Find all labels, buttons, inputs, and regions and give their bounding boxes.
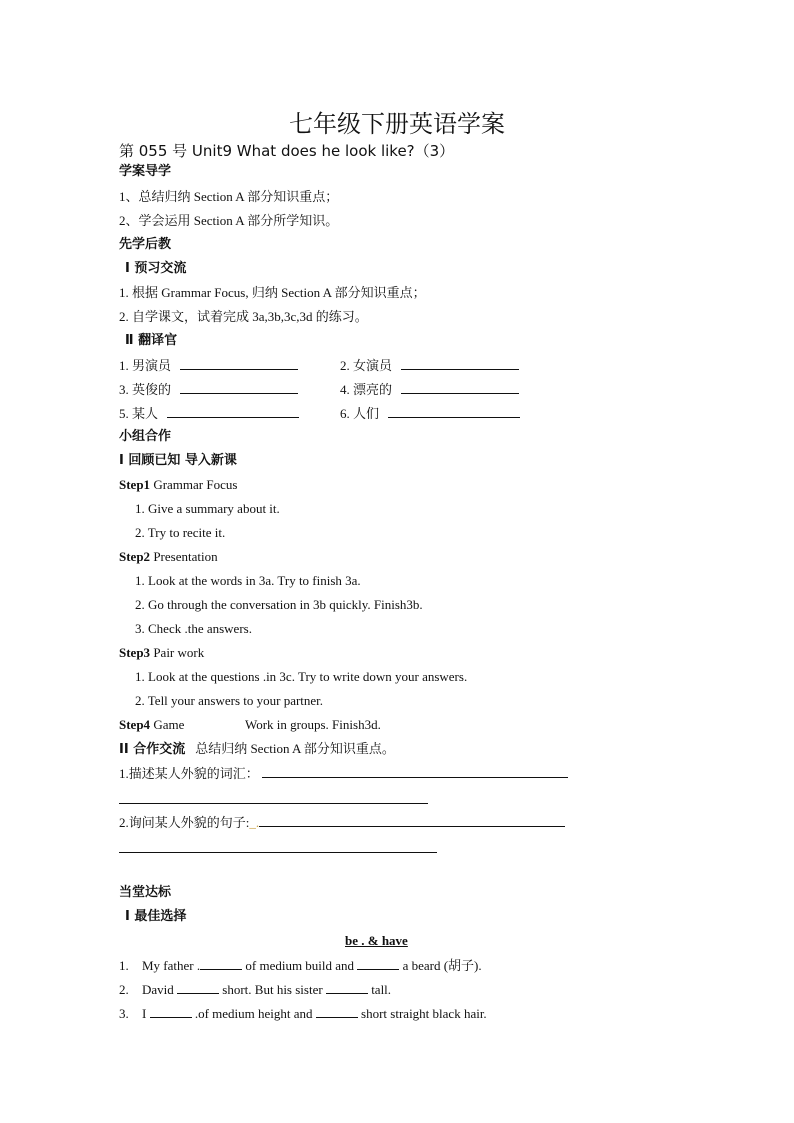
answer-blank[interactable] [401, 380, 519, 394]
step1-heading: Step1 Grammar Focus [119, 477, 238, 492]
translate-item: 3. 英俊的 [119, 380, 298, 399]
answer-blank[interactable] [150, 1004, 192, 1018]
translate-item: 1. 男演员 [119, 356, 298, 375]
preview-2: 2. 自学课文，试着完成 3a,3b,3c,3d 的练习。 [119, 309, 368, 324]
step3-heading: Step3 Pair work [119, 645, 205, 660]
page-title: 七年级下册英语学案 [289, 110, 505, 138]
step1-item: 2. Try to recite it. [135, 525, 226, 540]
answer-line[interactable] [119, 803, 428, 804]
section-group: 小组合作 [119, 429, 172, 444]
exercise-1: 1. My father . of medium build and a beard (胡子). [119, 958, 482, 973]
review-heading: I 回顾已知 导入新课 [119, 453, 237, 468]
exercise-3: 3. I .of medium height and short straight black hair. [119, 1006, 487, 1021]
translate-item: 5. 某人 [119, 404, 299, 423]
step4-heading: Step4 Game [119, 717, 185, 732]
answer-blank[interactable] [316, 1004, 358, 1018]
answer-blank[interactable] [262, 764, 568, 778]
answer-blank[interactable] [167, 404, 299, 418]
answer-blank[interactable] [200, 956, 242, 970]
choice-heading: Ⅰ 最佳选择 [125, 909, 187, 924]
answer-blank[interactable] [177, 980, 219, 994]
step2-heading: Step2 Presentation [119, 549, 218, 564]
coop-heading-line: II 合作交流 总结归纳 Section A 部分知识重点。 [119, 741, 395, 757]
goal-2: 2、学会运用 Section A 部分所学知识。 [119, 213, 339, 228]
step3-item: 1. Look at the questions .in 3c. Try to write down your answers. [135, 669, 468, 684]
step4-text: Work in groups. Finish3d. [245, 717, 381, 732]
answer-blank[interactable] [180, 380, 298, 394]
section-learn-first: 先学后教 [119, 237, 172, 252]
translate-item: 6. 人们 [340, 404, 520, 423]
step2-item: 2. Go through the conversation in 3b quickly. Finish3b. [135, 597, 423, 612]
step1-item: 1. Give a summary about it. [135, 501, 280, 516]
goal-1: 1、总结归纳 Section A 部分知识重点； [119, 189, 339, 204]
question-1: 1.描述某人外貌的词汇： [119, 764, 568, 783]
translate-item: 2. 女演员 [340, 356, 519, 375]
answer-blank[interactable] [388, 404, 520, 418]
answer-blank[interactable] [357, 956, 399, 970]
exercise-2: 2. David short. But his sister tall. [119, 982, 392, 997]
answer-blank[interactable] [326, 980, 368, 994]
step2-item: 3. Check .the answers. [135, 621, 252, 636]
page-subtitle: 第 055 号 Unit9 What does he look like?（3） [119, 142, 455, 160]
answer-blank[interactable] [401, 356, 519, 370]
section-test: 当堂达标 [119, 885, 172, 900]
step2-item: 1. Look at the words in 3a. Try to finish 3a. [135, 573, 361, 588]
translate-item: 4. 漂亮的 [340, 380, 519, 399]
section-guide: 学案导学 [119, 164, 172, 179]
translate-heading: Ⅱ 翻译官 [125, 333, 178, 348]
answer-blank[interactable] [259, 813, 565, 827]
preview-heading: Ⅰ 预习交流 [125, 261, 187, 276]
step3-item: 2. Tell your answers to your partner. [135, 693, 324, 708]
be-have-label: be . & have [345, 933, 408, 948]
question-2: 2.询问某人外貌的句子:_. [119, 813, 565, 832]
preview-1: 1. 根据 Grammar Focus, 归纳 Section A 部分知识重点； [119, 285, 426, 300]
answer-blank[interactable] [180, 356, 298, 370]
answer-line[interactable] [119, 852, 437, 853]
